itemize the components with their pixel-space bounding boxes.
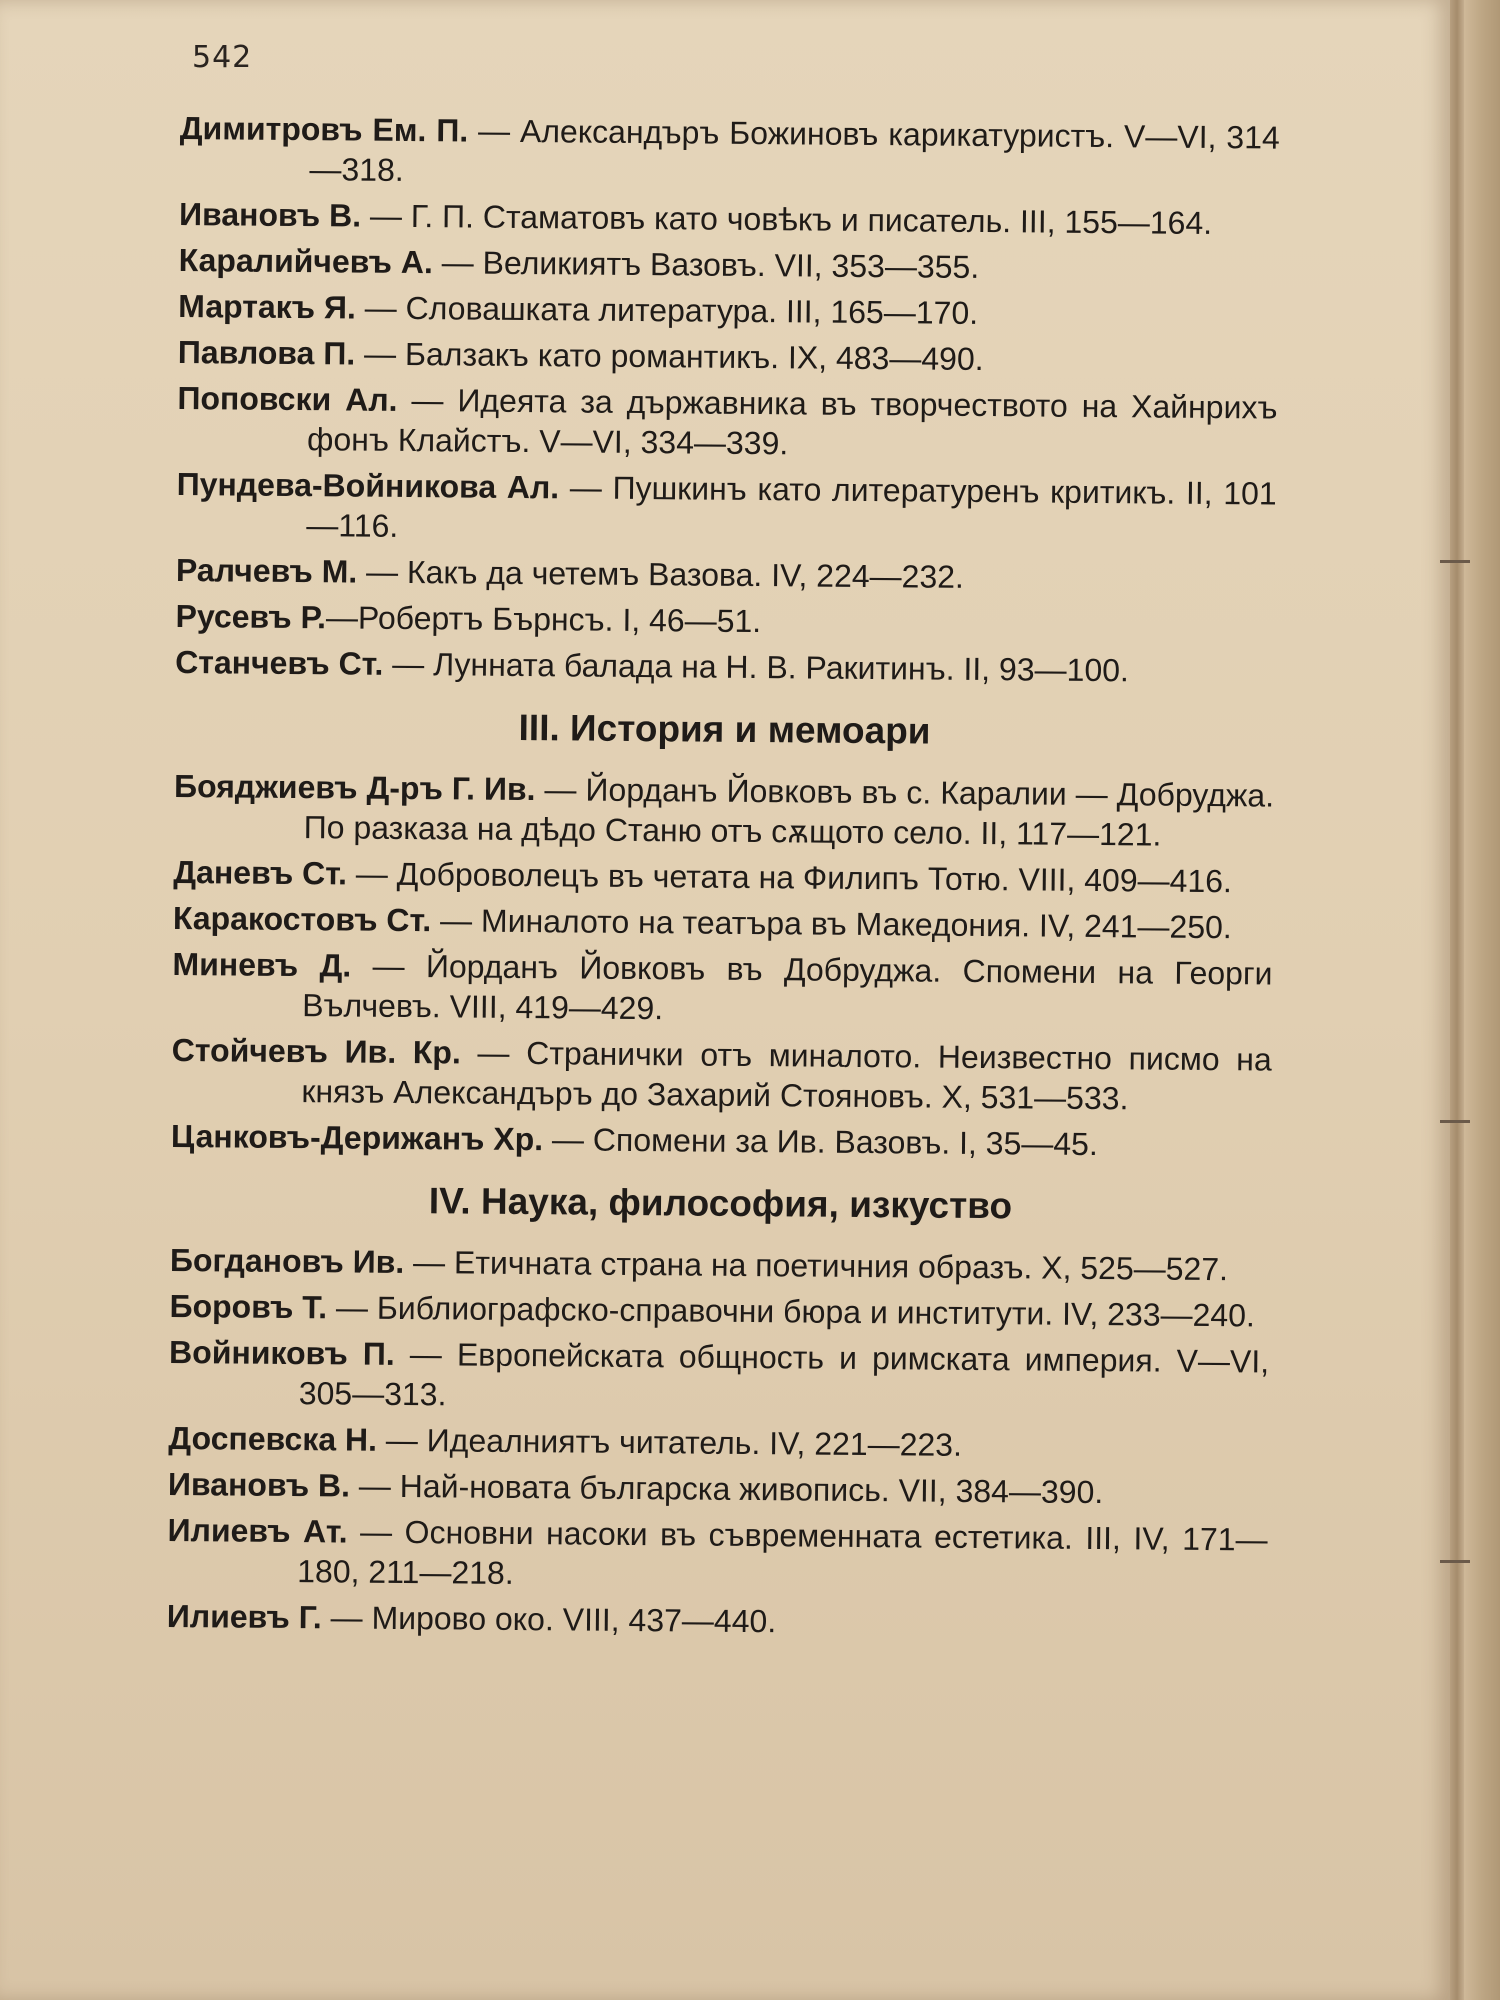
entry-author: Пундева-Войникова Ал. [176, 465, 560, 506]
entry-author: Бояджиевъ Д-ръ Г. Ив. [173, 767, 536, 808]
binding-stitch [1440, 1560, 1470, 1563]
entry-text: — Мирово око. VIII, 437—440. [321, 1599, 777, 1640]
bibliography-entry [171, 1116, 1271, 1166]
bibliography-entry [169, 1332, 1270, 1422]
bibliography-entry [172, 944, 1273, 1034]
entry-text: — Странички отъ миналото. Неизвестно писмо на князъ Александъръ до Захарий Стояновъ. X, 531—533. [301, 1034, 1272, 1117]
entry-text: — Какъ да четемъ Вазова. IV, 224—232. [357, 553, 965, 595]
binding-stitch [1440, 560, 1470, 563]
section-heading: IV. Наука, философия, изкуство [428, 1180, 1013, 1227]
entry-text: — Идеята за държавника въ творчеството на Хайнрихъ фонъ Клайстъ. V—VI, 334—339. [306, 381, 1278, 462]
entry-author: Даневъ Ст. [173, 853, 348, 892]
bibliography-entry [168, 1418, 1268, 1468]
bibliography-entry [167, 1510, 1268, 1600]
bibliography-entry [174, 766, 1275, 856]
entry-text: — Лунната балада на Н. В. Ракитинъ. II, 93—100. [383, 645, 1130, 689]
entry-author: Русевъ Р. [175, 597, 327, 636]
entry-text: — Библиографско-справочни бюра и институти. IV, 233—240. [326, 1289, 1256, 1334]
entry-text: — Етичната страна на поетичния образъ. X, 525—527. [404, 1244, 1229, 1288]
section-heading: III. История и мемоари [518, 706, 931, 752]
entry-author: Боровъ Т. [169, 1287, 328, 1326]
entry-text: — Йорданъ Йовковъ въ Добруджа. Спомени на Георги Вълчевъ. VIII, 419—429. [302, 947, 1273, 1027]
bibliography-entry [175, 642, 1275, 692]
binding-stitch [1440, 1120, 1470, 1123]
entry-text: —Робертъ Бърнсъ. I, 46—51. [325, 599, 762, 640]
next-page-edge [1464, 0, 1500, 2000]
entry-text: — Пушкинъ като литературенъ критикъ. II, 101—116. [306, 469, 1277, 544]
bibliography-entry [176, 550, 1276, 600]
entry-author: Ралчевъ М. [175, 551, 358, 590]
entry-text: — Словашката литература. III, 165—170. [355, 289, 979, 331]
entry-author: Каралийчевъ А. [178, 241, 434, 281]
bibliography-entry [176, 464, 1277, 554]
entry-text: — Великиятъ Вазовъ. VII, 353—355. [432, 244, 980, 285]
bibliography-content [167, 108, 1280, 1652]
entry-author: Стойчевъ Ив. Кр. [171, 1031, 461, 1071]
entry-author: Миневъ Д. [172, 945, 352, 984]
entry-author: Богдановъ Ив. [169, 1241, 405, 1280]
entry-author: Каракостовъ Ст. [172, 899, 432, 939]
entry-text: — Балзакъ като романтикъ. IX, 483—490. [355, 335, 984, 378]
entry-author: Илиевъ Ат. [167, 1511, 348, 1550]
bibliography-entry [168, 1464, 1268, 1514]
bibliography-entry [171, 1030, 1272, 1120]
entry-text: — Идеалниятъ читатель. IV, 221—223. [376, 1421, 963, 1463]
entry-text: — Г. П. Стаматовъ като човѣкъ и писатель. III, 155—164. [360, 197, 1213, 242]
entry-text: — Йорданъ Йовковъ въ с. Каралии — Добруджа. По разказа на дѣдо Станю отъ сѫщото село. II, 117—121. [303, 771, 1275, 853]
entry-author: Доспевска Н. [168, 1419, 378, 1458]
entry-text: — Спомени за Ив. Вазовъ. I, 35—45. [542, 1121, 1098, 1163]
page-spine-edge [1450, 0, 1464, 2000]
page-number: 542 [192, 40, 253, 75]
entry-author: Цанковъ-Дерижанъ Хр. [170, 1117, 544, 1158]
bibliography-entry [173, 852, 1273, 902]
entry-author: Мартакъ Я. [178, 287, 356, 326]
entry-author: Станчевъ Ст. [175, 643, 384, 682]
bibliography-entry [177, 378, 1278, 468]
bibliography-entry [167, 1596, 1267, 1646]
entry-text: — Александъръ Божиновъ карикатуристъ. V—VI, 314—318. [309, 112, 1280, 188]
entry-author: Павлова П. [177, 333, 356, 372]
entry-author: Ивановъ В. [178, 195, 362, 234]
entry-text: — Доброволецъ въ четата на Филипъ Тотю. VIII, 409—416. [346, 855, 1233, 900]
entry-author: Ивановъ В. [167, 1465, 351, 1504]
entry-author: Войниковъ П. [168, 1333, 395, 1372]
bibliography-entry [169, 1286, 1269, 1336]
bibliography-entry [179, 108, 1280, 198]
bibliography-entry [179, 194, 1279, 244]
bibliography-entry [170, 1240, 1270, 1290]
bibliography-entry [175, 596, 1275, 646]
bibliography-entry [178, 332, 1278, 382]
bibliography-entry [178, 240, 1278, 290]
bibliography-entry [173, 898, 1273, 948]
entry-text: — Основни насоки въ съвременната естетика. III, IV, 171—180, 211—218. [297, 1513, 1268, 1591]
entry-text: — Миналото на театъра въ Македония. IV, 241—250. [431, 902, 1232, 946]
entry-author: Илиевъ Г. [166, 1597, 322, 1636]
bibliography-entry [178, 286, 1278, 336]
entry-text: — Най-новата българска живопись. VII, 384—390. [349, 1467, 1104, 1511]
entry-text: — Европейската общность и римската империя. V—VI, 305—313. [298, 1335, 1270, 1413]
entry-author: Димитровъ Ем. П. [179, 109, 469, 149]
entry-author: Поповски Ал. [177, 379, 398, 418]
